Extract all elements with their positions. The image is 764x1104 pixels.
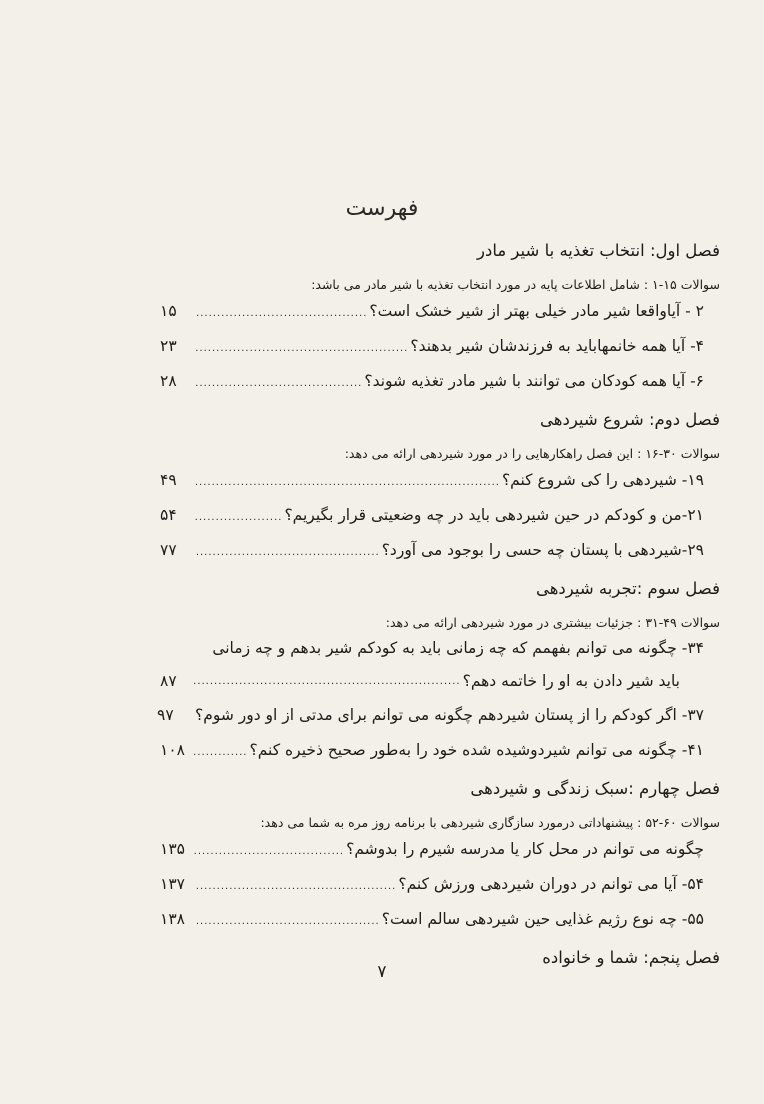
leader-dots bbox=[194, 735, 250, 770]
toc-entry[interactable] bbox=[160, 902, 720, 937]
toc-entry-text: ۳۴- چگونه می توانم بفهمم که چه زمانی باید به کودکم شیر بدهم و چه زمانی bbox=[212, 639, 704, 657]
toc-entry-text: چگونه می توانم در محل کار یا مدرسه شیرم را بدوشم؟ bbox=[346, 840, 704, 858]
leader-dots bbox=[194, 869, 398, 904]
chapter-heading: فصل اول: انتخاب تغذیه با شیر مادر bbox=[477, 241, 720, 260]
toc-entry-page: ۱۵ bbox=[160, 302, 177, 320]
toc-entry-page: ۱۳۸ bbox=[160, 910, 185, 928]
toc-entry-page: ۵۴ bbox=[160, 506, 177, 524]
page-number: ۷ bbox=[377, 962, 387, 982]
toc-entry-continuation[interactable] bbox=[160, 665, 720, 698]
toc-entry-text: ۶- آیا همه کودکان می توانند با شیر مادر تغذیه شوند؟ bbox=[364, 372, 704, 390]
toc-entry[interactable] bbox=[160, 329, 720, 364]
toc-entry-text: ۱۹- شیردهی را کی شروع کنم؟ bbox=[501, 471, 704, 489]
table-of-contents bbox=[157, 238, 720, 969]
chapter-heading: فصل چهارم :سبک زندگی و شیردهی bbox=[470, 779, 720, 798]
toc-entry-page: ۱۳۵ bbox=[160, 840, 185, 858]
toc-entry[interactable] bbox=[160, 533, 720, 568]
toc-entry[interactable] bbox=[160, 364, 720, 399]
toc-entry-text: ۲ - آیاواقعا شیر مادر خیلی بهتر از شیر خشک است؟ bbox=[369, 302, 704, 320]
toc-entry-page: ۲۳ bbox=[160, 337, 177, 355]
chapter-intro: سوالات ۳۰-۱۶ : این فصل راهکارهایی را در مورد شیردهی ارائه می دهد: bbox=[344, 446, 720, 461]
toc-entry[interactable] bbox=[157, 698, 720, 733]
chapter-heading: فصل پنجم: شما و خانواده bbox=[542, 948, 720, 967]
toc-entry[interactable] bbox=[160, 463, 720, 498]
leader-dots bbox=[194, 296, 369, 331]
page-title: فهرست bbox=[345, 196, 419, 221]
toc-entry-text: ۴۱- چگونه می توانم شیردوشیده شده خود را به‌طور صحیح ذخیره کنم؟ bbox=[249, 741, 704, 759]
toc-entry-text: باید شیر دادن به او را خاتمه دهم؟ bbox=[462, 672, 680, 690]
toc-entry-page: ۷۷ bbox=[160, 541, 177, 559]
leader-dots bbox=[194, 500, 284, 535]
toc-entry[interactable] bbox=[160, 498, 720, 533]
toc-entry[interactable] bbox=[160, 832, 720, 867]
toc-entry[interactable] bbox=[160, 867, 720, 902]
toc-entry-page: ۸۷ bbox=[160, 672, 177, 690]
toc-entry-text: ۵۵- چه نوع رژیم غذایی حین شیردهی سالم است؟ bbox=[381, 910, 704, 928]
toc-entry[interactable] bbox=[160, 733, 720, 768]
toc-entry-text: ۳۷- اگر کودکم را از پستان شیردهم چگونه می توانم برای مدتی از او دور شوم؟ bbox=[195, 706, 704, 724]
chapter-intro: سوالات ۱۵-۱ : شامل اطلاعات پایه در مورد انتخاب تغذیه با شیر مادر می باشد: bbox=[311, 277, 720, 292]
toc-entry-text: ۵۴- آیا می توانم در دوران شیردهی ورزش کنم؟ bbox=[398, 875, 704, 893]
chapter-heading: فصل دوم: شروع شیردهی bbox=[540, 410, 720, 429]
toc-entry-page: ۱۳۷ bbox=[160, 875, 185, 893]
chapter-heading: فصل سوم :تجربه شیردهی bbox=[535, 579, 720, 598]
toc-entry-page: ۴۹ bbox=[160, 471, 177, 489]
leader-dots bbox=[194, 366, 364, 401]
toc-entry[interactable] bbox=[160, 294, 720, 329]
toc-entry-text: ۲۹-شیردهی با پستان چه حسی را بوجود می آورد؟ bbox=[381, 541, 704, 559]
toc-entry-page: ۲۸ bbox=[160, 372, 177, 390]
leader-dots bbox=[194, 834, 346, 869]
toc-entry-page: ۱۰۸ bbox=[160, 741, 185, 759]
leader-dots bbox=[194, 904, 382, 939]
toc-entry-page: ۹۷ bbox=[157, 706, 174, 724]
leader-dots bbox=[194, 465, 502, 500]
leader-dots bbox=[194, 331, 410, 366]
toc-entry-text: ۲۱-من و کودکم در حین شیردهی باید در چه وضعیتی قرار بگیریم؟ bbox=[284, 506, 704, 524]
chapter-intro: سوالات ۴۹-۳۱ : جزئیات بیشتری در مورد شیردهی ارائه می دهد: bbox=[385, 615, 720, 630]
toc-entry[interactable] bbox=[160, 632, 720, 665]
leader-dots bbox=[194, 535, 382, 570]
chapter-intro: سوالات ۶۰-۵۲ : پیشنهاداتی درمورد سازگاری شیردهی با برنامه روز مره به شما می دهد: bbox=[260, 815, 720, 830]
leader-dots bbox=[194, 665, 463, 698]
toc-entry-text: ۴- آیا همه خانمهاباید به فرزندشان شیر بدهند؟ bbox=[410, 337, 704, 355]
